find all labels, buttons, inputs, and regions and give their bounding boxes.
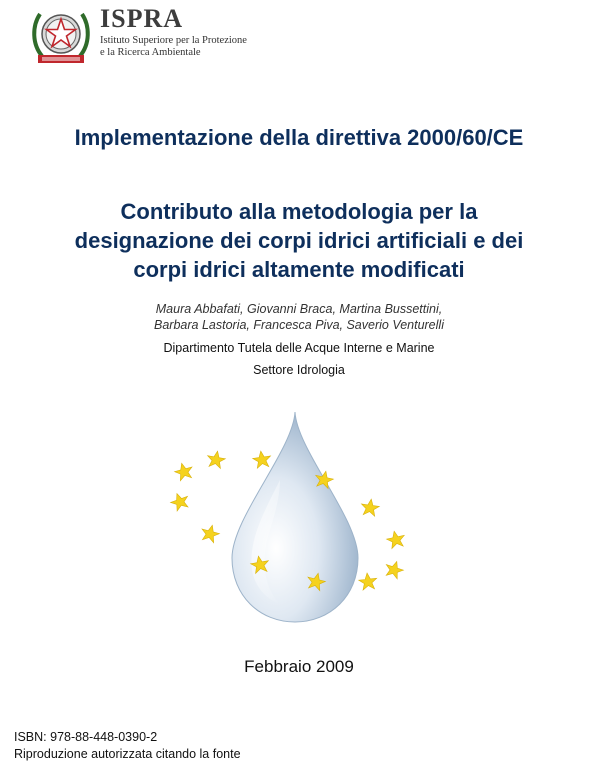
water-drop-with-eu-stars-icon [160, 410, 430, 630]
org-name: ISPRA [100, 4, 184, 33]
authors [0, 301, 598, 333]
sector: Settore Idrologia [253, 363, 345, 377]
document-title: Implementazione della direttiva 2000/60/CE [74, 125, 524, 150]
publication-date: Febbraio 2009 [244, 657, 354, 676]
italian-republic-emblem-icon [30, 2, 92, 68]
document-subtitle [20, 197, 578, 284]
org-line-1: Istituto Superiore per la Protezione [100, 35, 247, 46]
subtitle-line: designazione dei corpi idrici artificiali e dei [74, 228, 524, 253]
authors-line: Maura Abbafati, Giovanni Braca, Martina Bussettini, [155, 302, 443, 316]
org-line-2: e la Ricerca Ambientale [100, 47, 201, 58]
authors-line: Barbara Lastoria, Francesca Piva, Saverio Venturelli [154, 318, 444, 332]
reproduction-notice: Riproduzione autorizzata citando la fonte [14, 747, 241, 761]
department: Dipartimento Tutela delle Acque Interne e Marine [163, 341, 435, 355]
subtitle-line: Contributo alla metodologia per la [120, 199, 478, 224]
header [30, 2, 330, 68]
subtitle-line: corpi idrici altamente modificati [133, 257, 465, 282]
isbn: ISBN: 978-88-448-0390-2 [14, 730, 158, 744]
